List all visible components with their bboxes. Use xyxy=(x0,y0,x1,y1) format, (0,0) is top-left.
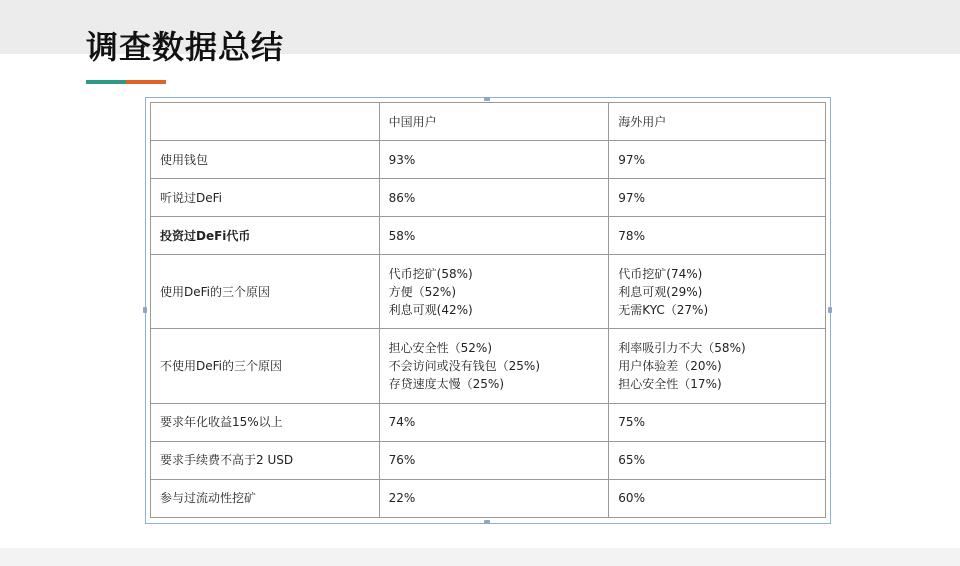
row-label-cell[interactable]: 不使用DeFi的三个原因 xyxy=(151,329,380,403)
table-row xyxy=(151,441,826,479)
china-value-cell[interactable] xyxy=(379,255,609,329)
cell-line: 存贷速度太慢（25%) xyxy=(388,377,504,392)
row-label-cell[interactable]: 使用钱包 xyxy=(151,141,380,179)
table-header-row xyxy=(151,103,826,141)
cell-line: 利息可观(29%) xyxy=(618,284,703,299)
cell-line: 担心安全性（52%) xyxy=(388,341,492,356)
china-value-cell[interactable]: 74% xyxy=(379,403,609,441)
china-value-cell[interactable]: 93% xyxy=(379,141,609,179)
header-cell-empty[interactable] xyxy=(151,103,380,141)
header-cell-china[interactable]: 中国用户 xyxy=(379,103,609,141)
bottom-band xyxy=(0,548,960,566)
china-value-cell[interactable]: 76% xyxy=(379,441,609,479)
overseas-value-cell[interactable]: 75% xyxy=(609,403,826,441)
overseas-value-cell[interactable] xyxy=(609,329,826,403)
row-label-cell[interactable]: 投资过DeFi代币 xyxy=(151,217,380,255)
table-row xyxy=(151,141,826,179)
row-label-cell[interactable]: 要求手续费不高于2 USD xyxy=(151,441,380,479)
page-title: 调查数据总结 xyxy=(86,28,285,66)
resize-handle-left[interactable] xyxy=(143,307,147,313)
cell-line: 利率吸引力不大（58%) xyxy=(618,341,746,356)
cell-line: 代币挖矿(58%) xyxy=(388,266,473,281)
table-row xyxy=(151,403,826,441)
survey-table[interactable] xyxy=(150,102,826,518)
cell-line: 利息可观(42%) xyxy=(388,302,473,317)
row-label-cell[interactable]: 听说过DeFi xyxy=(151,179,380,217)
resize-handle-bottom[interactable] xyxy=(484,520,490,524)
china-value-cell[interactable]: 22% xyxy=(379,479,609,517)
cell-line: 方便（52%) xyxy=(388,284,456,299)
resize-handle-right[interactable] xyxy=(828,307,832,313)
china-value-cell[interactable]: 86% xyxy=(379,179,609,217)
cell-line: 不会访问或没有钱包（25%) xyxy=(388,359,540,374)
overseas-value-cell[interactable]: 97% xyxy=(609,179,826,217)
table-row xyxy=(151,217,826,255)
header-cell-overseas[interactable]: 海外用户 xyxy=(609,103,826,141)
table-row xyxy=(151,479,826,517)
resize-handle-top[interactable] xyxy=(484,97,490,101)
row-label-cell[interactable]: 参与过流动性挖矿 xyxy=(151,479,380,517)
row-label-cell[interactable]: 使用DeFi的三个原因 xyxy=(151,255,380,329)
overseas-value-cell[interactable]: 65% xyxy=(609,441,826,479)
title-accent-teal xyxy=(86,80,126,84)
overseas-value-cell[interactable]: 97% xyxy=(609,141,826,179)
china-value-cell[interactable] xyxy=(379,329,609,403)
china-value-cell[interactable]: 58% xyxy=(379,217,609,255)
overseas-value-cell[interactable]: 78% xyxy=(609,217,826,255)
row-label-cell[interactable]: 要求年化收益15%以上 xyxy=(151,403,380,441)
title-accent-orange xyxy=(126,80,166,84)
table-row xyxy=(151,255,826,329)
cell-line: 用户体验差（20%) xyxy=(618,359,722,374)
cell-line: 代币挖矿(74%) xyxy=(618,266,703,281)
overseas-value-cell[interactable]: 60% xyxy=(609,479,826,517)
cell-line: 担心安全性（17%) xyxy=(618,377,722,392)
table-row xyxy=(151,329,826,403)
table-row xyxy=(151,179,826,217)
overseas-value-cell[interactable] xyxy=(609,255,826,329)
cell-line: 无需KYC（27%) xyxy=(618,302,709,317)
